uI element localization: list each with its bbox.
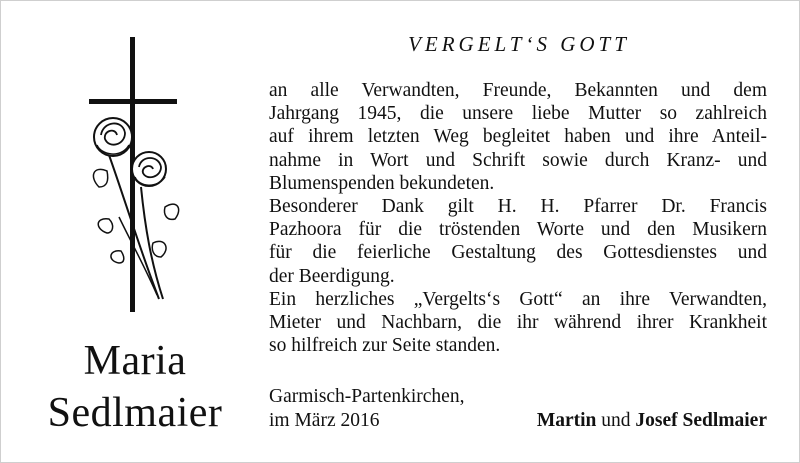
- place-line: Garmisch-Partenkirchen,: [269, 386, 465, 407]
- date-line: im März 2016: [269, 410, 380, 431]
- text-line: nahme in Wort und Schrift sowie durch Kranz- und: [269, 149, 767, 171]
- notice-title: VERGELT‘S GOTT: [408, 32, 630, 56]
- text-line: Mieter und Nachbarn, die ihr während ihrer Krankheit: [269, 312, 767, 334]
- deceased-last-name: Sedlmaier: [47, 390, 223, 436]
- text-line: Pazhoora für die tröstenden Worte und den Musikern: [269, 219, 767, 241]
- text-line: so hilfreich zur Seite standen.: [269, 335, 501, 357]
- thanks-text: [269, 79, 767, 357]
- notice-footer: [269, 385, 767, 433]
- text-line: an alle Verwandten, Freunde, Bekannten und dem: [269, 80, 767, 101]
- text-line: Besonderer Dank gilt H. H. Pfarrer Dr. Francis: [269, 196, 767, 218]
- text-line: auf ihrem letzten Weg begleitet haben und ihre Anteil-: [269, 126, 767, 148]
- text-line: Jahrgang 1945, die unsere liebe Mutter so zahlreich: [269, 103, 767, 125]
- cross-with-roses-icon: [79, 37, 189, 312]
- signer-name: Martin: [536, 410, 597, 431]
- deceased-first-name: Maria: [83, 338, 187, 384]
- signer-name: Josef Sedlmaier: [635, 410, 767, 431]
- text-line: Ein herzliches „Vergelts‘s Gott“ an ihre Verwandten,: [269, 288, 767, 310]
- signers: [537, 409, 767, 433]
- text-line: der Beerdigung.: [269, 265, 395, 287]
- text-line: für die feierliche Gestaltung des Gottesdienstes und: [269, 242, 767, 264]
- text-line: Blumenspenden bekundeten.: [269, 172, 495, 194]
- signer-joiner: und: [601, 410, 631, 431]
